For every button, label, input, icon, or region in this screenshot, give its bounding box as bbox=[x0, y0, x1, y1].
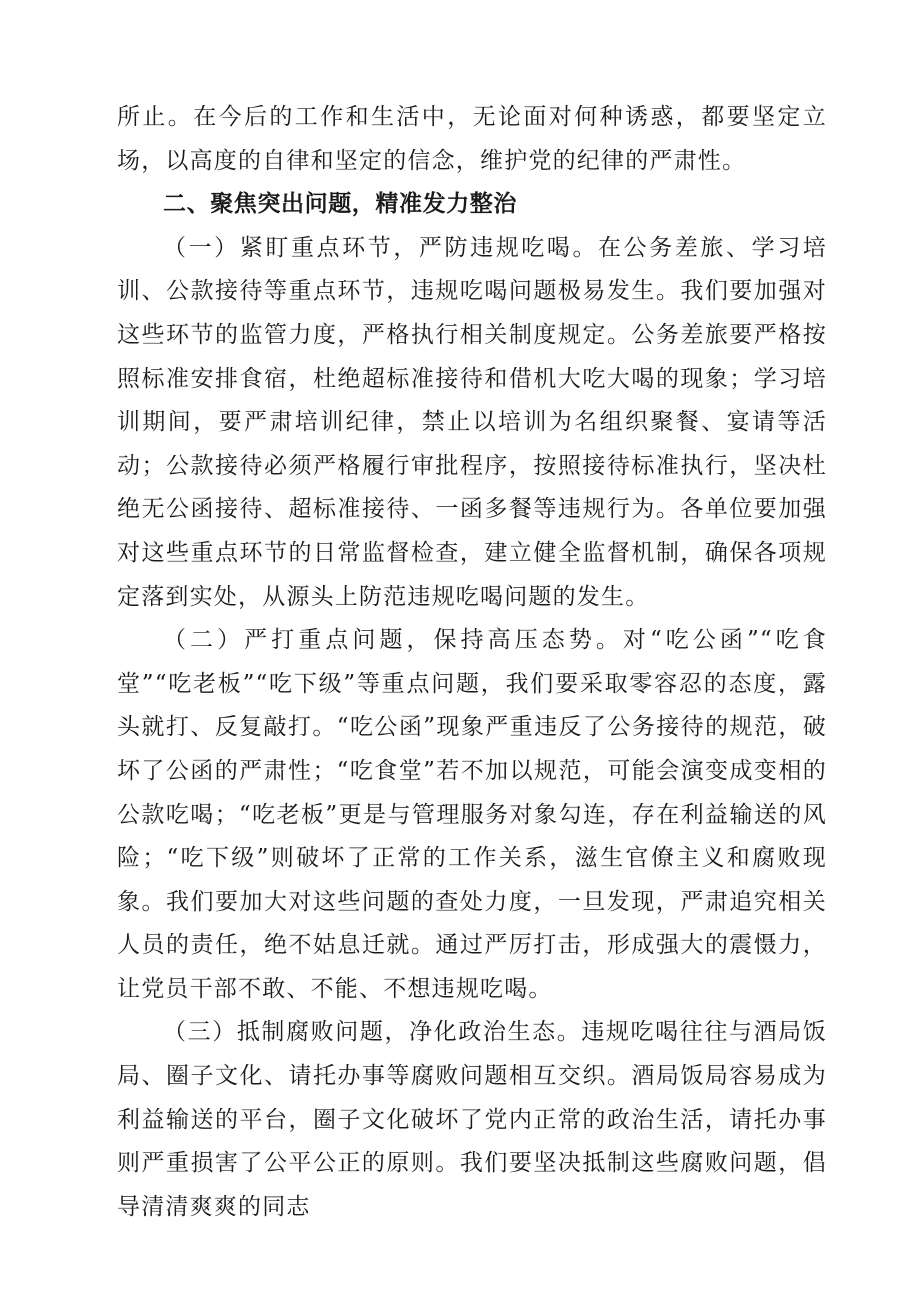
paragraph-subsection-2: （二）严打重点问题，保持高压态势。对“吃公函”“吃食堂”“吃老板”“吃下级”等重点问题，我们要采取零容忍的态度，露头就打、反复敲打。“吃公函”现象严重违反了公务接待的规范，破坏了公函的严肃性；“吃食堂”若不加以规范，可能会演变成变相的公款吃喝；“吃老板”更是与管理服务对象勾连，存在利益输送的风险；“吃下级”则破坏了正常的工作关系，滋生官僚主义和腐败现象。我们要加大对这些问题的查处力度，一旦发现，严肃追究相关人员的责任，绝不姑息迁就。通过严厉打击，形成强大的震慑力，让党员干部不敢、不能、不想违规吃喝。 bbox=[117, 627, 827, 1002]
section-heading-2: 二、聚焦突出问题，精准发力整治 bbox=[163, 191, 517, 218]
paragraph-subsection-3: （三）抵制腐败问题，净化政治生态。违规吃喝往往与酒局饭局、圈子文化、请托办事等腐败问题相互交织。酒局饭局容易成为利益输送的平台，圈子文化破坏了党内正常的政治生活，请托办事则严重损害了公平公正的原则。我们要坚决抵制这些腐败问题，倡导清清爽爽的同志 bbox=[117, 1019, 827, 1220]
paragraph-continuation: 所止。在今后的工作和生活中，无论面对何种诱惑，都要坚定立场，以高度的自律和坚定的信念，维护党的纪律的严肃性。 bbox=[117, 104, 827, 174]
paragraph-subsection-1: （一）紧盯重点环节，严防违规吃喝。在公务差旅、学习培训、公款接待等重点环节，违规吃喝问题极易发生。我们要加强对这些环节的监管力度，严格执行相关制度规定。公务差旅要严格按照标准安排食宿，杜绝超标准接待和借机大吃大喝的现象；学习培训期间，要严肃培训纪律，禁止以培训为名组织聚餐、宴请等活动；公款接待必须严格履行审批程序，按照接待标准执行，坚决杜绝无公函接待、超标准接待、一函多餐等违规行为。各单位要加强对这些重点环节的日常监督检查，建立健全监督机制，确保各项规定落到实处，从源头上防范违规吃喝问题的发生。 bbox=[117, 234, 827, 610]
document-body bbox=[117, 96, 827, 1229]
